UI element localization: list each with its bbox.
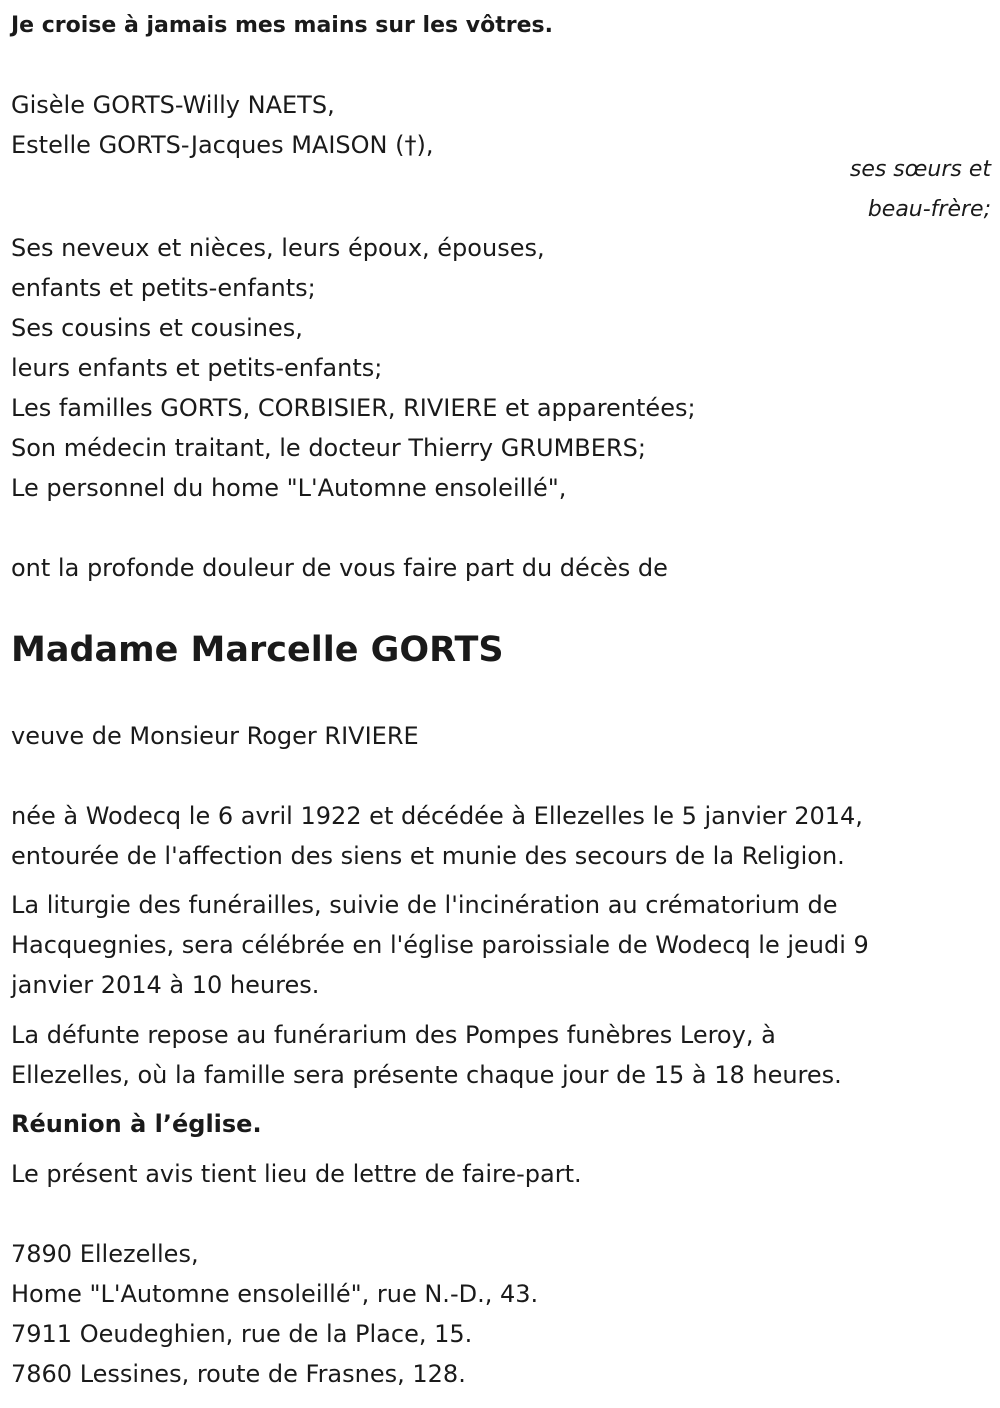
viewing-line-1: La défunte repose au funérarium des Pompes funèbres Leroy, à: [11, 1021, 776, 1049]
birth-death-line-2: entourée de l'affection des siens et munie des secours de la Religion.: [11, 842, 845, 870]
address-line-2: Home "L'Automne ensoleillé", rue N.-D., 43.: [11, 1280, 539, 1308]
announcement: ont la profonde douleur de vous faire part du décès de: [11, 554, 668, 582]
relatives-line-5: Les familles GORTS, CORBISIER, RIVIERE et apparentées;: [11, 394, 696, 422]
address-line-1: 7890 Ellezelles,: [11, 1240, 199, 1268]
birth-death-line-1: née à Wodecq le 6 avril 1922 et décédée à Ellezelles le 5 janvier 2014,: [11, 802, 863, 830]
notice-text: Le présent avis tient lieu de lettre de faire-part.: [11, 1160, 582, 1188]
viewing-line-2: Ellezelles, où la famille sera présente chaque jour de 15 à 18 heures.: [11, 1061, 842, 1089]
address-line-3: 7911 Oeudeghien, rue de la Place, 15.: [11, 1320, 473, 1348]
funeral-line-3: janvier 2014 à 10 heures.: [11, 971, 320, 999]
relatives-line-3: Ses cousins et cousines,: [11, 314, 303, 342]
funeral-line-2: Hacquegnies, sera célébrée en l'église paroissiale de Wodecq le jeudi 9: [11, 931, 869, 959]
address-line-4: 7860 Lessines, route de Frasnes, 128.: [11, 1360, 466, 1388]
relatives-line-7: Le personnel du home "L'Automne ensoleillé",: [11, 474, 567, 502]
relation-note-line-1: ses sœurs et: [849, 157, 991, 182]
relatives-line-4: leurs enfants et petits-enfants;: [11, 354, 383, 382]
meeting-note: Réunion à l’église.: [11, 1110, 262, 1138]
relatives-line-2: enfants et petits-enfants;: [11, 274, 316, 302]
deceased-name: Madame Marcelle GORTS: [11, 630, 504, 670]
relation-note: [731, 150, 991, 230]
family-line-2: Estelle GORTS-Jacques MAISON (†),: [11, 131, 434, 159]
funeral-line-1: La liturgie des funérailles, suivie de l'incinération au crématorium de: [11, 891, 838, 919]
family-line-1: Gisèle GORTS-Willy NAETS,: [11, 91, 335, 119]
widow-of: veuve de Monsieur Roger RIVIERE: [11, 722, 419, 750]
relatives-line-1: Ses neveux et nièces, leurs époux, épouses,: [11, 234, 545, 262]
relatives-line-6: Son médecin traitant, le docteur Thierry GRUMBERS;: [11, 434, 646, 462]
epigraph: Je croise à jamais mes mains sur les vôtres.: [11, 13, 553, 38]
relation-note-line-2: beau-frère;: [867, 197, 991, 222]
